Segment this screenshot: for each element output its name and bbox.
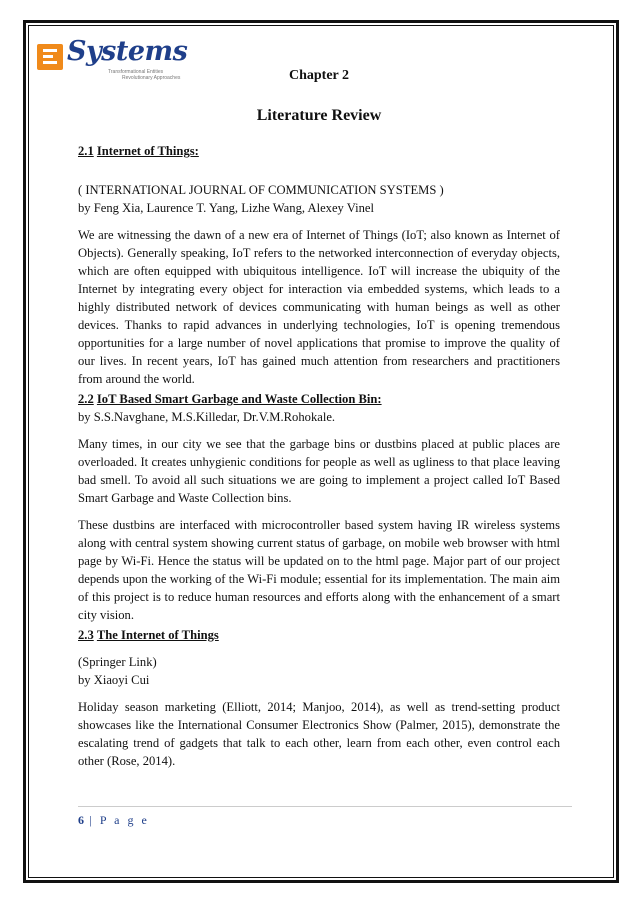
page-title: Literature Review — [256, 107, 382, 124]
section-2-3-heading — [78, 626, 560, 644]
authors-line: by S.S.Navghane, M.S.Killedar, Dr.V.M.Rohokale. — [78, 410, 336, 424]
section-title: Internet of Things: — [96, 144, 199, 158]
page-label: | P a g e — [89, 813, 150, 827]
journal-line: ( INTERNATIONAL JOURNAL OF COMMUNICATION SYSTEMS ) — [78, 183, 444, 197]
section-number: 2.1 — [78, 144, 94, 158]
authors-line: by Xiaoyi Cui — [78, 673, 150, 687]
logo-tagline-1: Transformational Entities — [108, 69, 164, 75]
footer-divider — [78, 806, 572, 807]
chapter-heading: Chapter 2 — [288, 68, 350, 83]
section-2-2-heading — [78, 390, 560, 408]
logo-name: Systems — [67, 36, 188, 67]
logo-tagline-2: Revolutionary Approaches — [122, 75, 181, 81]
section-title: The Internet of Things — [96, 628, 219, 642]
page-footer — [78, 813, 149, 828]
section-2-3-paragraph: Holiday season marketing (Elliott, 2014; Manjoo, 2014), as well as trend-setting product showcases like the International Consumer Electronics Show (Palmer, 2015), demonstrate the escalating trend of gadgets that talk to each other, learn from each other, even control each other (Rose, 2014). — [78, 700, 560, 768]
section-2-1-paragraph: We are witnessing the dawn of a new era of Internet of Things (IoT; also known as Internet of Objects). Generally speaking, IoT refers to the networked interconnection of everyday objects, which are often equipped with ubiquitous intelligence. IoT will increase the ubiquity of the Internet by integrating every object for interaction via embedded systems, which leads to a highly distributed network of devices communicating with human beings as well as other devices. Thanks to rapid advances in underlying technologies, IoT is opening tremendous opportunities for a large number of novel applications that promise to improve the quality of our lives. In recent years, IoT has gained much attention from researchers and practitioners from around the world. — [78, 228, 560, 386]
section-2-2-paragraph-1: Many times, in our city we see that the garbage bins or dustbins placed at public places are overloaded. It creates unhygienic conditions for people as well as ugliness to that place leaving bad smell. To avoid all such situations we are going to implement a project called IoT Based Smart Garbage and Waste Collection bins. — [78, 437, 560, 505]
section-2-1-heading — [78, 142, 560, 160]
logo-e-icon — [37, 44, 63, 70]
page-number: 6 — [78, 813, 84, 827]
authors-line: by Feng Xia, Laurence T. Yang, Lizhe Wang, Alexey Vinel — [78, 201, 374, 215]
section-title: IoT Based Smart Garbage and Waste Collection Bin: — [96, 392, 382, 406]
source-line: (Springer Link) — [78, 655, 157, 669]
section-number: 2.2 — [78, 392, 94, 406]
section-number: 2.3 — [78, 628, 94, 642]
section-2-2-paragraph-2: These dustbins are interfaced with microcontroller based system having IR wireless systems along with central system showing current status of garbage, on mobile web browser with html page by Wi-Fi. Hence the status will be updated on to the html page. Major part of our project depends upon the working of the Wi-Fi module; essential for its implementation. The main aim of this project is to reduce human resources and efforts along with the enhancement of a smart city vision. — [78, 518, 560, 622]
